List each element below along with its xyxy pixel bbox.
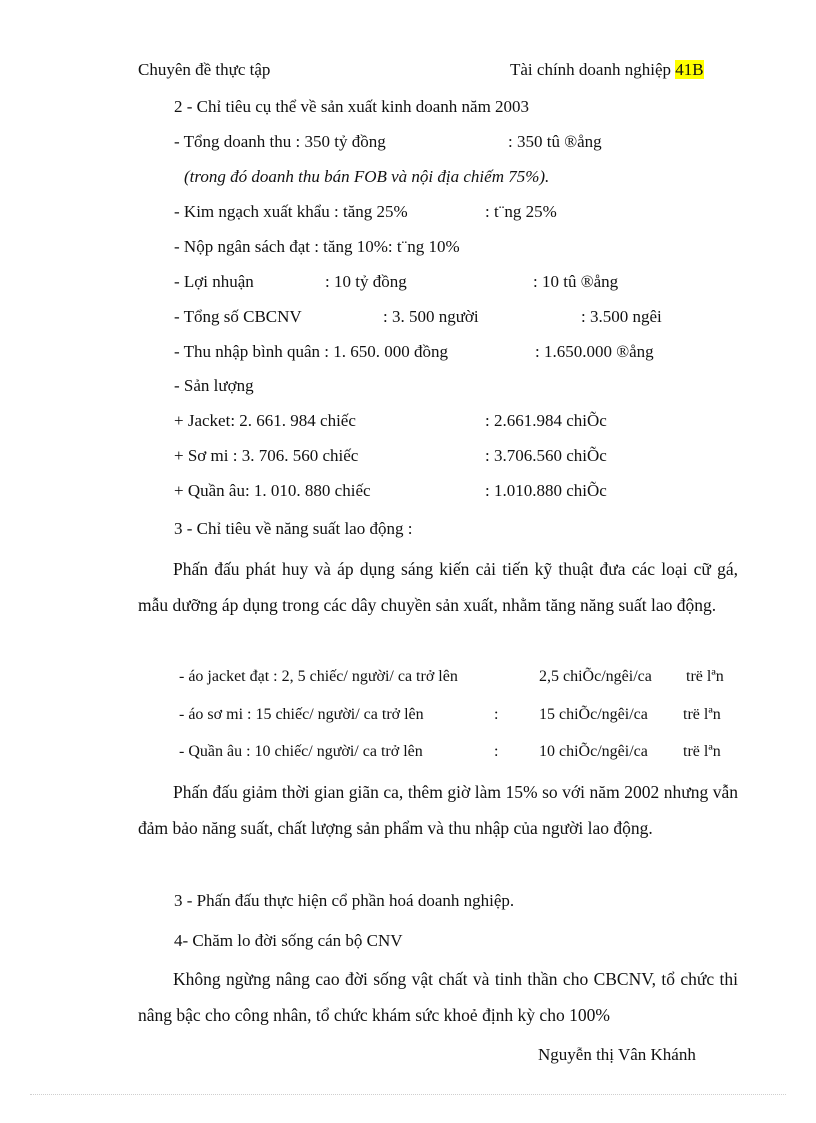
row-shirt-colon: : xyxy=(494,706,499,723)
row-shirt-label: - áo sơ mi : 15 chiếc/ người/ ca trở lên xyxy=(179,706,424,723)
staff-label: - Tổng số CBCNV xyxy=(174,307,302,326)
income-garbled: : 1.650.000 ®ång xyxy=(535,342,654,361)
section3-title: 3 - Chỉ tiêu về năng suất lao động : xyxy=(174,519,413,538)
budget-label: - Nộp ngân sách đạt : tăng 10%: t¨ng 10% xyxy=(174,237,460,256)
footer-author: Nguyễn thị Vân Khánh xyxy=(538,1045,696,1064)
row-jacket-garbled: 2,5 chiÕc/ngêi/ca xyxy=(539,668,652,685)
revenue-label: - Tổng doanh thu : 350 tỷ đồng xyxy=(174,132,386,151)
row-trousers-garbled: 10 chiÕc/ngêi/ca xyxy=(539,743,648,760)
product-jacket-label: + Jacket: 2. 661. 984 chiếc xyxy=(174,411,356,430)
product-jacket-garbled: : 2.661.984 chiÕc xyxy=(485,411,607,430)
header-left: Chuyên đề thực tập xyxy=(138,60,271,79)
revenue-note: (trong đó doanh thu bán FOB và nội địa chiếm 75%). xyxy=(184,167,550,186)
income-label: - Thu nhập bình quân : 1. 650. 000 đồng xyxy=(174,342,449,361)
header-class-tag: 41B xyxy=(675,60,704,79)
header-right xyxy=(510,60,704,80)
row-shirt-garbled: 15 chiÕc/ngêi/ca xyxy=(539,706,648,723)
section4-title: 4- Chăm lo đời sống cán bộ CNV xyxy=(174,931,403,950)
product-shirt-label: + Sơ mi : 3. 706. 560 chiếc xyxy=(174,446,359,465)
product-trousers-label: + Quần âu: 1. 010. 880 chiếc xyxy=(174,481,371,500)
staff-value: : 3. 500 người xyxy=(383,307,479,326)
output-title: - Sản lượng xyxy=(174,376,254,395)
section3b-title: 3 - Phấn đấu thực hiện cổ phần hoá doanh nghiệp. xyxy=(174,891,515,910)
export-garbled: : t¨ng 25% xyxy=(485,202,557,221)
header-right-text: Tài chính doanh nghiệp xyxy=(510,60,671,79)
export-label: - Kim ngạch xuất khẩu : tăng 25% xyxy=(174,202,408,221)
section3-paragraph2: Phấn đấu giảm thời gian giãn ca, thêm giờ làm 15% so với năm 2002 nhưng vẫn đảm bảo năng suất, chất lượng sản phẩm và thu nhập của người lao động. xyxy=(138,782,738,838)
row-jacket-label: - áo jacket đạt : 2, 5 chiếc/ người/ ca trở lên xyxy=(179,668,458,685)
section4-paragraph: Không ngừng nâng cao đời sống vật chất và tinh thần cho CBCNV, tổ chức thi nâng bậc cho công nhân, tổ chức khám sức khoẻ định kỳ cho 100% xyxy=(138,969,738,1025)
row-shirt-tail: trë lªn xyxy=(683,706,721,723)
profit-label: - Lợi nhuận xyxy=(174,272,254,291)
product-shirt-garbled: : 3.706.560 chiÕc xyxy=(485,446,607,465)
profit-garbled: : 10 tû ®ång xyxy=(533,272,619,291)
footer-divider xyxy=(30,1094,786,1095)
revenue-garbled: : 350 tû ®ång xyxy=(508,132,602,151)
profit-value: : 10 tỷ đồng xyxy=(325,272,407,291)
section3-paragraph: Phấn đấu phát huy và áp dụng sáng kiến cải tiến kỹ thuật đưa các loại cữ gá, mẫu dưỡng áp dụng trong các dây chuyền sản xuất, nhằm tăng năng suất lao động. xyxy=(138,559,738,615)
row-trousers-label: - Quần âu : 10 chiếc/ người/ ca trở lên xyxy=(179,743,423,760)
staff-garbled: : 3.500 ngêi xyxy=(581,307,662,326)
row-trousers-tail: trë lªn xyxy=(683,743,721,760)
section2-title: 2 - Chỉ tiêu cụ thể về sản xuất kinh doanh năm 2003 xyxy=(174,97,530,116)
row-trousers-colon: : xyxy=(494,743,499,760)
row-jacket-tail: trë lªn xyxy=(686,668,724,685)
product-trousers-garbled: : 1.010.880 chiÕc xyxy=(485,481,607,500)
